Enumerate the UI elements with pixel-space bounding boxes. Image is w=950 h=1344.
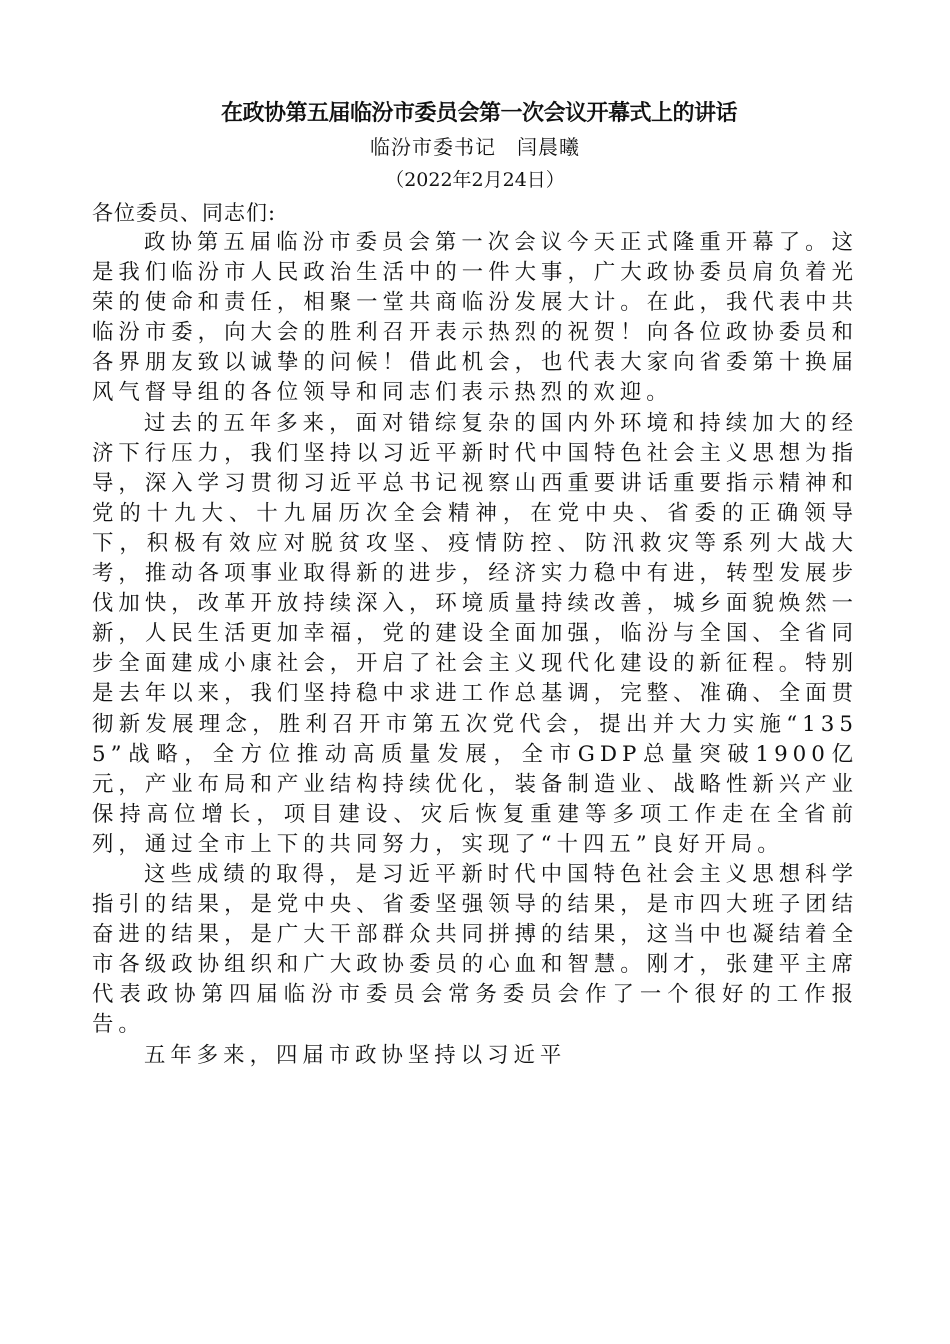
paragraph-3: 这些成绩的取得，是习近平新时代中国特色社会主义思想科学指引的结果，是党中央、省委坚强领导的结果，是市四大班子团结奋进的结果，是广大干部群众共同拼搏的结果，这当中也凝结着全市各级政协组织和广大政协委员的心血和智慧。刚才，张建平主席代表政协第四届临汾市委员会常务委员会作了一个很好的工作报告。 [92, 861, 858, 1038]
document-title: 在政协第五届临汾市委员会第一次会议开幕式上的讲话 [220, 100, 737, 126]
greeting: 各位委员、同志们: [92, 201, 277, 225]
document-page [92, 96, 858, 1071]
paragraph-2: 过去的五年多来，面对错综复杂的国内外环境和持续加大的经济下行压力，我们坚持以习近平新时代中国特色社会主义思想为指导，深入学习贯彻习近平总书记视察山西重要讲话重要指示精神和党的十九大、十九届历次全会精神，在党中央、省委的正确领导下，积极有效应对脱贫攻坚、疫情防控、防汛救灾等系列大战大考，推动各项事业取得新的进步，经济实力稳中有进，转型发展步伐加快，改革开放持续深入，环境质量持续改善，城乡面貌焕然一新，人民生活更加幸福，党的建设全面加强，临汾与全国、全省同步全面建成小康社会，开启了社会主义现代化建设的新征程。特别是去年以来，我们坚持稳中求进工作总基调，完整、准确、全面贯彻新发展理念，胜利召开市第五次党代会，提出并大力实施“1355”战略，全方位推动高质量发展，全市GDP总量突破1900亿元，产业布局和产业结构持续优化，装备制造业、战略性新兴产业保持高位增长，项目建设、灾后恢复重建等多项工作走在全省前列，通过全市上下的共同努力，实现了“十四五”良好开局。 [92, 410, 858, 857]
date-line: （2022年2月24日） [385, 169, 565, 191]
paragraph-1: 政协第五届临汾市委员会第一次会议今天正式隆重开幕了。这是我们临汾市人民政治生活中的一件大事，广大政协委员肩负着光荣的使命和责任，相聚一堂共商临汾发展大计。在此，我代表中共临汾市委，向大会的胜利召开表示热烈的祝贺！向各位政协委员和各界朋友致以诚挚的问候！借此机会，也代表大家向省委第十换届风气督导组的各位领导和同志们表示热烈的欢迎。 [92, 230, 858, 406]
paragraph-4: 五年多来，四届市政协坚持以习近平 [144, 1042, 567, 1068]
author-line: 临汾市委书记 闫晨曦 [370, 135, 580, 159]
